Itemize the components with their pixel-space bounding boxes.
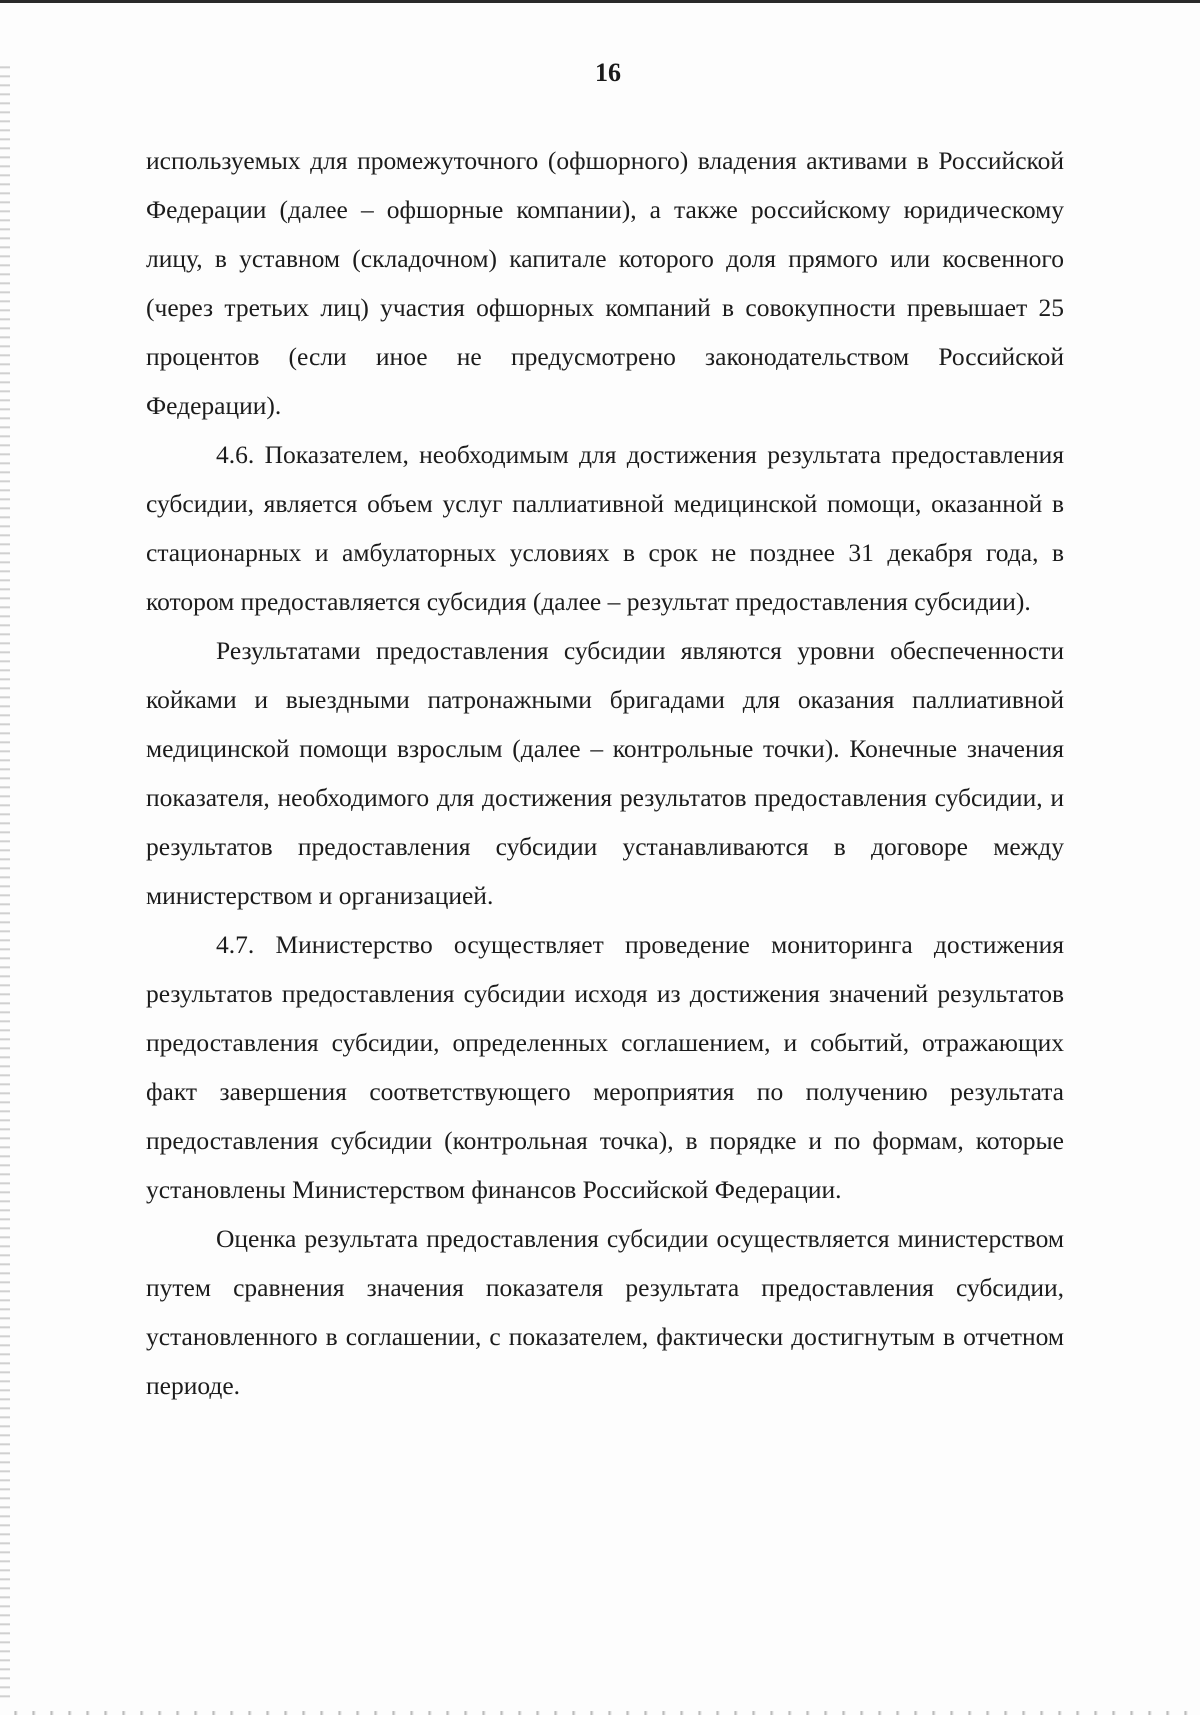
document-body [146,136,1064,1410]
paragraph-control-points: Результатами предоставления субсидии являются уровни обеспеченности койками и выездными патронажными бригадами для оказания паллиативной медицинской помощи взрослым (далее – контрольные точки). Конечные значения показателя, необходимого для достижения результатов предоставления субсидии, и результатов предоставления субсидии устанавливаются в договоре между министерством и организацией. [146,636,1064,910]
scan-top-edge [0,0,1200,3]
paragraph-4-7-monitoring: 4.7. Министерство осуществляет проведение мониторинга достижения результатов предоставления субсидии исходя из достижения значений результатов предоставления субсидии, определенных соглашением, и событий, отражающих факт завершения соответствующего мероприятия по получению результата предоставления субсидии (контрольная точка), в порядке и по формам, которые установлены Министерством финансов Российской Федерации. [146,930,1064,1204]
scan-left-edge [0,60,10,1700]
scan-bottom-edge [0,1711,1200,1715]
page-number: 16 [595,58,621,87]
paragraph-offshore-companies: используемых для промежуточного (офшорного) владения активами в Российской Федерации (далее – офшорные компании), а также российскому юридическому лицу, в уставном (складочном) капитале которого доля прямого или косвенного (через третьих лиц) участия офшорных компаний в совокупности превышает 25 процентов (если иное не предусмотрено законодательством Российской Федерации). [146,146,1064,420]
paragraph-4-6-indicator: 4.6. Показателем, необходимым для достижения результата предоставления субсидии, является объем услуг паллиативной медицинской помощи, оказанной в стационарных и амбулаторных условиях в срок не позднее 31 декабря года, в котором предоставляется субсидия (далее – результат предоставления субсидии). [146,440,1064,616]
paragraph-result-assessment: Оценка результата предоставления субсидии осуществляется министерством путем сравнения значения показателя результата предоставления субсидии, установленного в соглашении, с показателем, фактически достигнутым в отчетном периоде. [146,1224,1064,1400]
